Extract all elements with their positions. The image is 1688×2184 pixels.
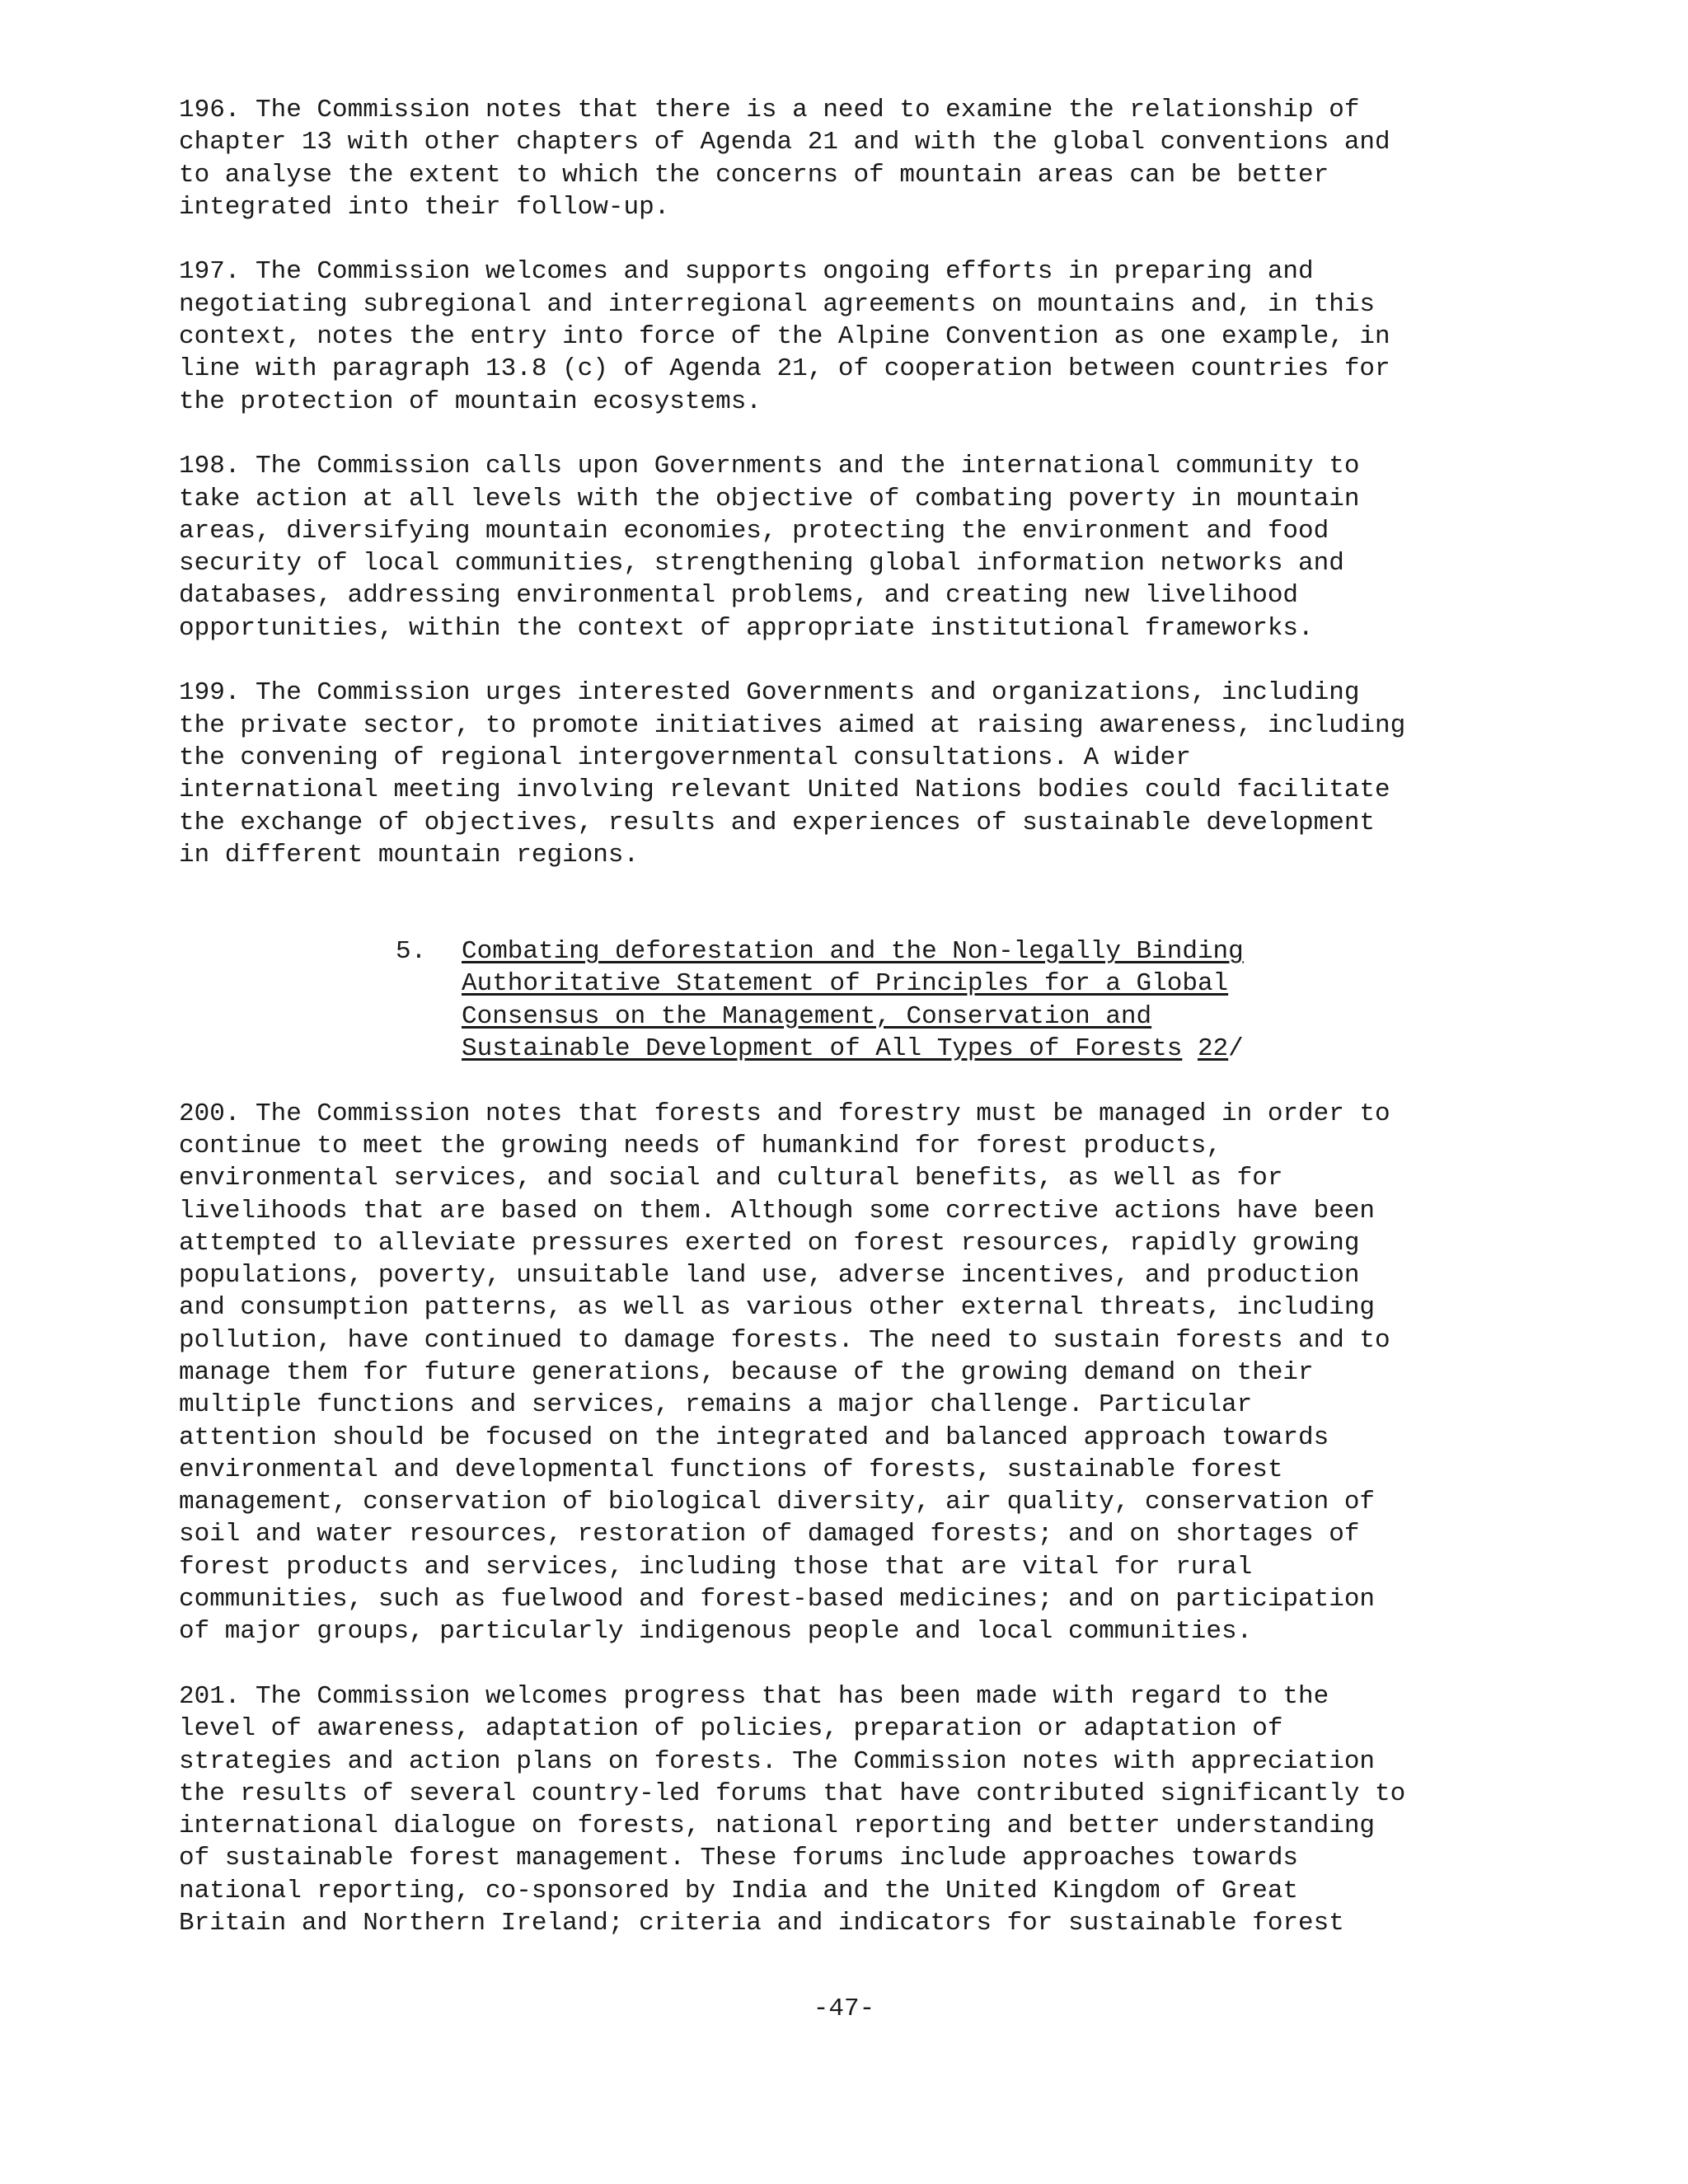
document-body	[179, 94, 1514, 1972]
footnote-reference: 22	[1197, 1034, 1229, 1064]
paragraph-196: 196. The Commission notes that there is a need to examine the relationship of chapter 13 with other chapters of Agenda 21 and with the global conventions and to analyse the extent to which the concerns of mountain areas can be better integrated into their follow-up.	[179, 96, 1390, 222]
section-title: Combating deforestation and the Non-legally Binding Authoritative Statement of Principles for a Global Consensus on the Management, Conservation and Sustainable Development of All Types of Forests	[462, 937, 1244, 1064]
paragraph-198: 198. The Commission calls upon Governments and the international community to take action at all levels with the objective of combating poverty in mountain areas, diversifying mountain economies, protecting the environment and food security of local communities, strengthening global information networks and databases, addressing environmental problems, and creating new livelihood opportunities, within the context of appropriate institutional frameworks.	[179, 452, 1360, 643]
section-number: 5.	[396, 937, 427, 967]
section-heading	[179, 935, 1514, 1065]
paragraph-197: 197. The Commission welcomes and supports ongoing efforts in preparing and negotiating subregional and interregional agreements on mountains and, in this context, notes the entry into force of the Alpine Convention as one example, in line with paragraph 13.8 (c) of Agenda 21, of cooperation between countries for the protection of mountain ecosystems.	[179, 257, 1390, 416]
page-number: -47-	[813, 1994, 875, 2023]
section-title-block	[462, 935, 1514, 1065]
paragraph-201: 201. The Commission welcomes progress that has been made with regard to the level of awareness, adaptation of policies, preparation or adaptation of strategies and action plans on forests. The Commission notes with appreciation the results of several country-led forums that have contributed significantly to international dialogue on forests, national reporting and better understanding of sustainable forest management. These forums include approaches towards national reporting, co-sponsored by India and the United Kingdom of Great Britain and Northern Ireland; criteria and indicators for sustainable forest	[179, 1681, 1406, 1938]
footnote-slash: /	[1228, 1034, 1244, 1064]
paragraph-199: 199. The Commission urges interested Governments and organizations, including the private sector, to promote initiatives aimed at raising awareness, including the convening of regional intergovernmental consultations. A wider international meeting involving relevant United Nations bodies could facilitate the exchange of objectives, results and experiences of sustainable development in different mountain regions.	[179, 678, 1406, 869]
paragraph-200: 200. The Commission notes that forests and forestry must be managed in order to continue to meet the growing needs of humankind for forest products, environmental services, and social and cultural benefits, as well as for livelihoods that are based on them. Although some corrective actions have been attempted to alleviate pressures exerted on forest resources, rapidly growing populations, poverty, unsuitable land use, adverse incentives, and production and consumption patterns, as well as various other external threats, including pollution, have continued to damage forests. The need to sustain forests and to manage them for future generations, because of the growing demand on their multiple functions and services, remains a major challenge. Particular attention should be focused on the integrated and balanced approach towards environmental and developmental functions of forests, sustainable forest management, conservation of biological diversity, air quality, conservation of soil and water resources, restoration of damaged forests; and on shortages of forest products and services, including those that are vital for rural communities, such as fuelwood and forest-based medicines; and on participation of major groups, particularly indigenous people and local communities.	[179, 1099, 1390, 1647]
